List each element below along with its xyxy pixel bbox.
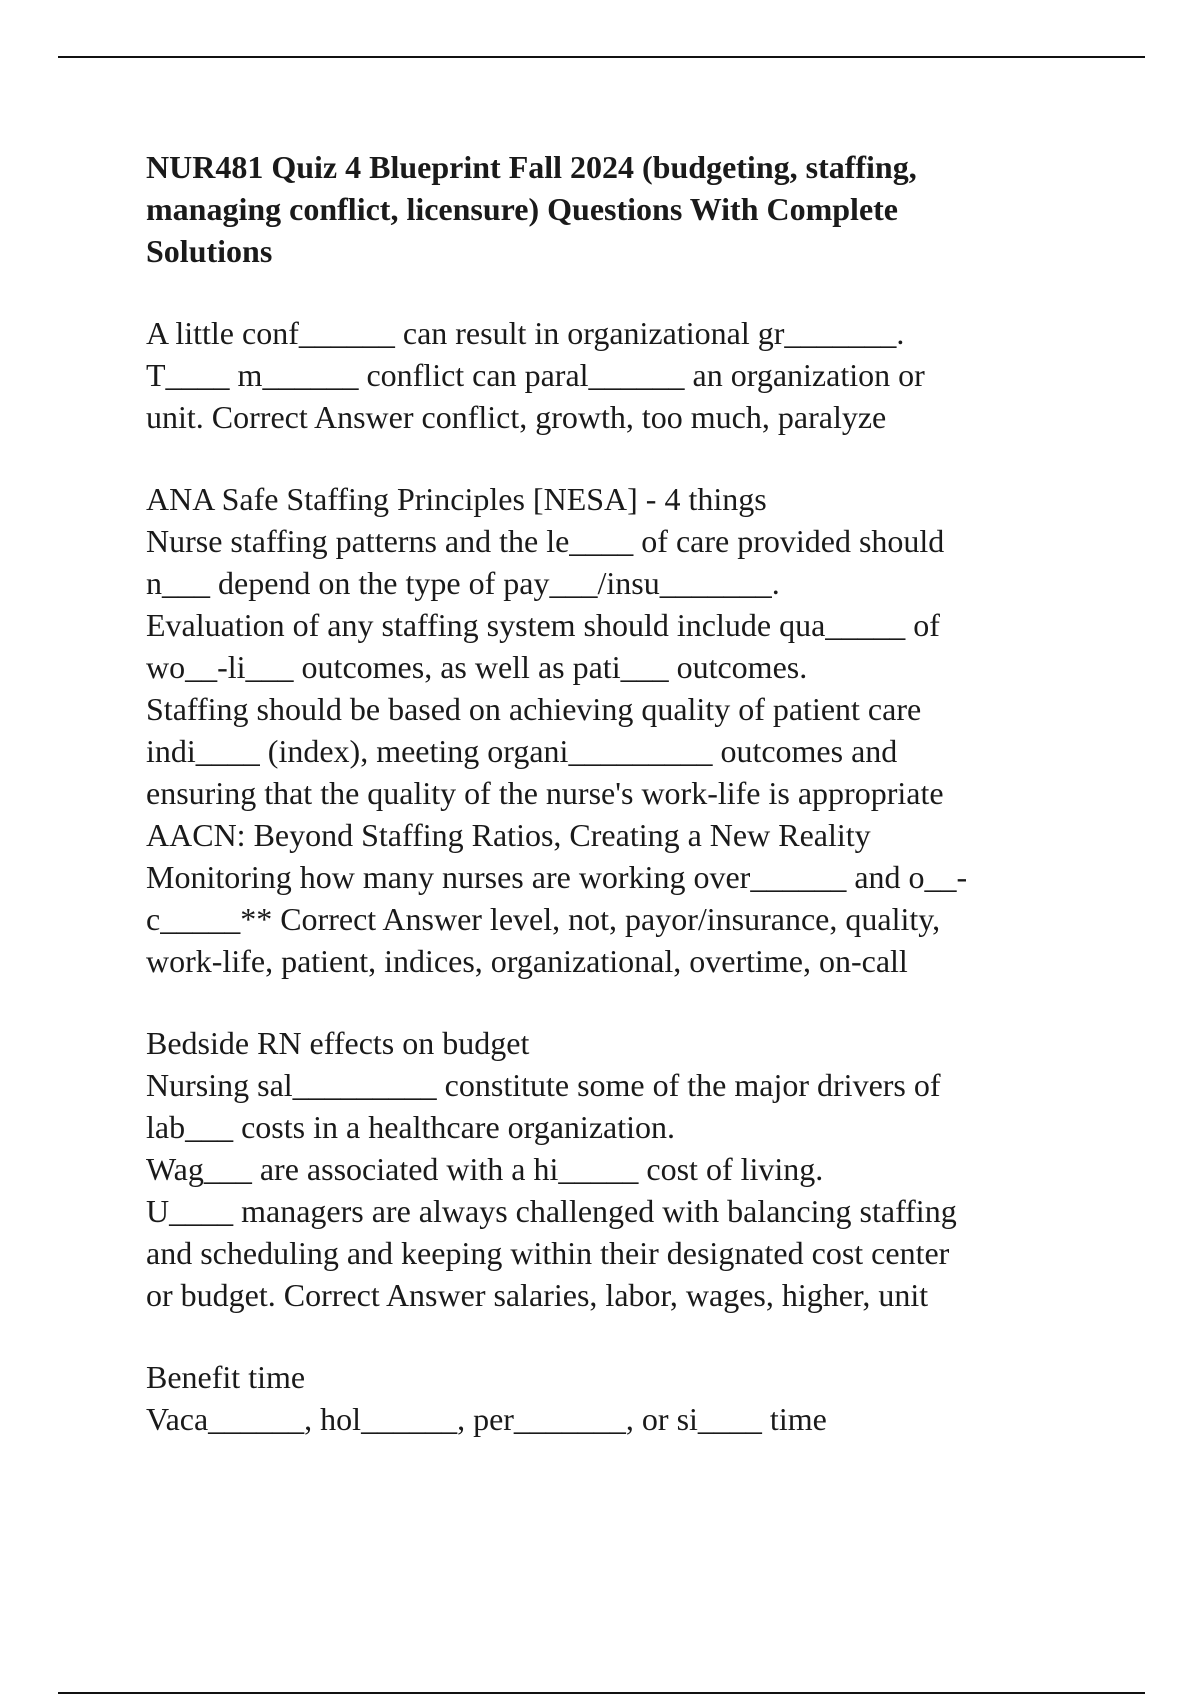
qa-line: Bedside RN effects on budget <box>146 1025 530 1061</box>
qa-line: work-life, patient, indices, organizational, overtime, on-call <box>146 943 908 979</box>
qa-line: c_____** Correct Answer level, not, payor/insurance, quality, <box>146 901 941 937</box>
qa-line: Evaluation of any staffing system should include qua_____ of <box>146 607 940 643</box>
qa-line: wo__-li___ outcomes, as well as pati___ outcomes. <box>146 649 808 685</box>
qa-line: AACN: Beyond Staffing Ratios, Creating a New Reality <box>146 817 871 853</box>
qa-line: Benefit time <box>146 1359 306 1395</box>
title-line: managing conflict, licensure) Questions With Complete <box>146 191 898 227</box>
qa-line: Vaca______, hol______, per_______, or si____ time <box>146 1401 827 1437</box>
qa-line: Wag___ are associated with a hi_____ cost of living. <box>146 1151 824 1187</box>
qa-line: A little conf______ can result in organizational gr_______. <box>146 315 905 351</box>
qa-line: ensuring that the quality of the nurse's work-life is appropriate <box>146 775 944 811</box>
qa-line: Nursing sal_________ constitute some of the major drivers of <box>146 1067 941 1103</box>
qa-line: indi____ (index), meeting organi_________ outcomes and <box>146 733 898 769</box>
qa-line: lab___ costs in a healthcare organization. <box>146 1109 675 1145</box>
qa-line: Staffing should be based on achieving quality of patient care <box>146 691 922 727</box>
bottom-rule <box>58 1692 1145 1694</box>
qa-line: unit. Correct Answer conflict, growth, too much, paralyze <box>146 399 887 435</box>
title-line: NUR481 Quiz 4 Blueprint Fall 2024 (budgeting, staffing, <box>146 149 917 185</box>
qa-line: or budget. Correct Answer salaries, labor, wages, higher, unit <box>146 1277 929 1313</box>
qa-item-conflict <box>146 312 1146 438</box>
top-rule <box>58 56 1145 58</box>
qa-line: and scheduling and keeping within their designated cost center <box>146 1235 950 1271</box>
qa-item-safe-staffing <box>146 478 1146 982</box>
qa-line: T____ m______ conflict can paral______ an organization or <box>146 357 925 393</box>
title-line: Solutions <box>146 233 273 269</box>
qa-item-benefit-time <box>146 1356 1146 1440</box>
qa-line: U____ managers are always challenged with balancing staffing <box>146 1193 957 1229</box>
qa-item-budget <box>146 1022 1146 1316</box>
document-title <box>146 146 1046 272</box>
document-body <box>146 146 1146 1480</box>
qa-line: Nurse staffing patterns and the le____ of care provided should <box>146 523 945 559</box>
qa-line: n___ depend on the type of pay___/insu_______. <box>146 565 780 601</box>
qa-line: Monitoring how many nurses are working over______ and o__- <box>146 859 968 895</box>
qa-line: ANA Safe Staffing Principles [NESA] - 4 things <box>146 481 767 517</box>
